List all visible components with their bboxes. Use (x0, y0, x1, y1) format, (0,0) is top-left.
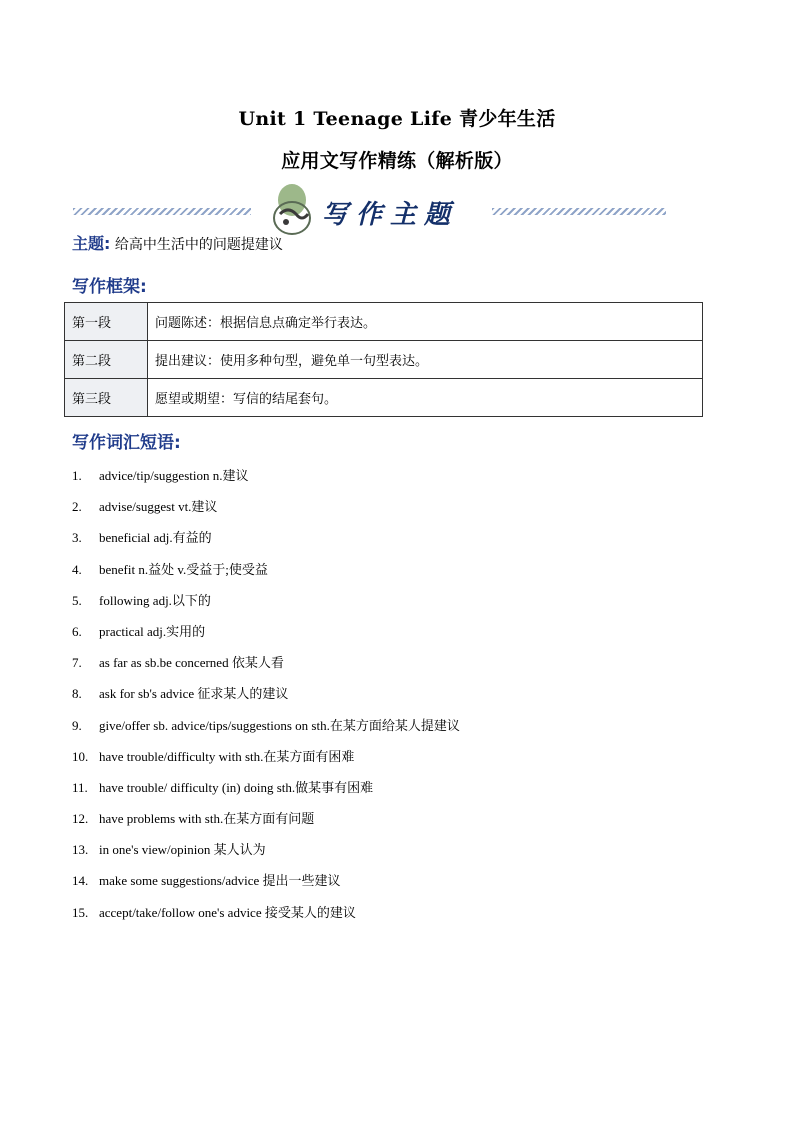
item-text: advice/tip/suggestion n.建议 (99, 468, 249, 483)
list-item (72, 622, 460, 653)
item-text: beneficial adj.有益的 (99, 530, 212, 546)
row-value: 问题陈述：根据信息点确定举行表达。 (148, 303, 703, 341)
item-text: advise/suggest vt.建议 (99, 499, 218, 515)
item-number: 13. (72, 842, 89, 858)
item-number: 15. (72, 904, 89, 920)
item-text: as far as sb.be concerned 依某人看 (99, 655, 284, 671)
list-item (72, 903, 460, 934)
item-text: have trouble/ difficulty (in) doing sth.做某事有困难 (99, 779, 374, 795)
item-number: 7. (72, 655, 82, 671)
item-text: following adj.以下的 (99, 592, 211, 608)
banner-stripe-right (492, 208, 666, 215)
row-key: 第三段 (65, 379, 148, 417)
list-item (72, 747, 460, 778)
list-item (72, 497, 460, 528)
list-item (72, 466, 460, 497)
framework-table (64, 302, 703, 417)
item-number: 2. (72, 499, 82, 515)
row-value: 愿望或期望：写信的结尾套句。 (148, 379, 703, 417)
banner-stripe-left (73, 208, 251, 215)
item-text: in one's view/opinion 某人认为 (99, 842, 266, 858)
list-item (72, 871, 460, 902)
banner-text: 写作主题 (322, 200, 459, 230)
item-number: 4. (72, 561, 82, 577)
item-text: benefit n.益处 v.受益于;使受益 (99, 561, 268, 577)
item-number: 11. (72, 779, 88, 795)
pen-ink-icon (266, 180, 318, 238)
row-key: 第二段 (65, 341, 148, 379)
item-number: 12. (72, 811, 89, 827)
table-row (65, 303, 703, 341)
list-item (72, 716, 460, 747)
item-text: practical adj.实用的 (99, 623, 206, 639)
item-text: accept/take/follow one's advice 接受某人的建议 (99, 904, 356, 920)
item-number: 8. (72, 686, 82, 702)
list-item (72, 560, 460, 591)
row-value: 提出建议：使用多种句型，避免单一句型表达。 (148, 341, 703, 379)
list-item (72, 653, 460, 684)
item-number: 9. (72, 717, 82, 733)
framework-heading: 写作框架: (72, 277, 147, 297)
item-number: 5. (72, 592, 82, 608)
page-subtitle: 应用文写作精练（解析版） (281, 150, 513, 172)
topic-line (72, 231, 283, 254)
list-item (72, 840, 460, 871)
list-item (72, 778, 460, 809)
item-text: ask for sb's advice 征求某人的建议 (99, 686, 289, 702)
list-item (72, 809, 460, 840)
vocab-heading: 写作词汇短语: (72, 433, 181, 453)
topic-text: 给高中生活中的问题提建议 (114, 237, 283, 253)
vocab-list (72, 466, 460, 934)
list-item (72, 528, 460, 559)
table-row (65, 379, 703, 417)
list-item (72, 684, 460, 715)
list-item (72, 591, 460, 622)
item-text: have trouble/difficulty with sth.在某方面有困难 (99, 748, 355, 764)
item-text: have problems with sth.在某方面有问题 (99, 811, 315, 827)
topic-label: 主题: (72, 234, 111, 253)
item-number: 10. (72, 748, 89, 764)
item-number: 1. (72, 468, 82, 483)
item-text: make some suggestions/advice 提出一些建议 (99, 873, 341, 889)
item-number: 14. (72, 873, 89, 889)
item-number: 3. (72, 530, 82, 546)
item-text: give/offer sb. advice/tips/suggestions on sth.在某方面给某人提建议 (99, 717, 460, 733)
page-title: Unit 1 Teenage Life 青少年生活 (238, 108, 556, 130)
table-row (65, 341, 703, 379)
item-number: 6. (72, 623, 82, 639)
row-key: 第一段 (65, 303, 148, 341)
